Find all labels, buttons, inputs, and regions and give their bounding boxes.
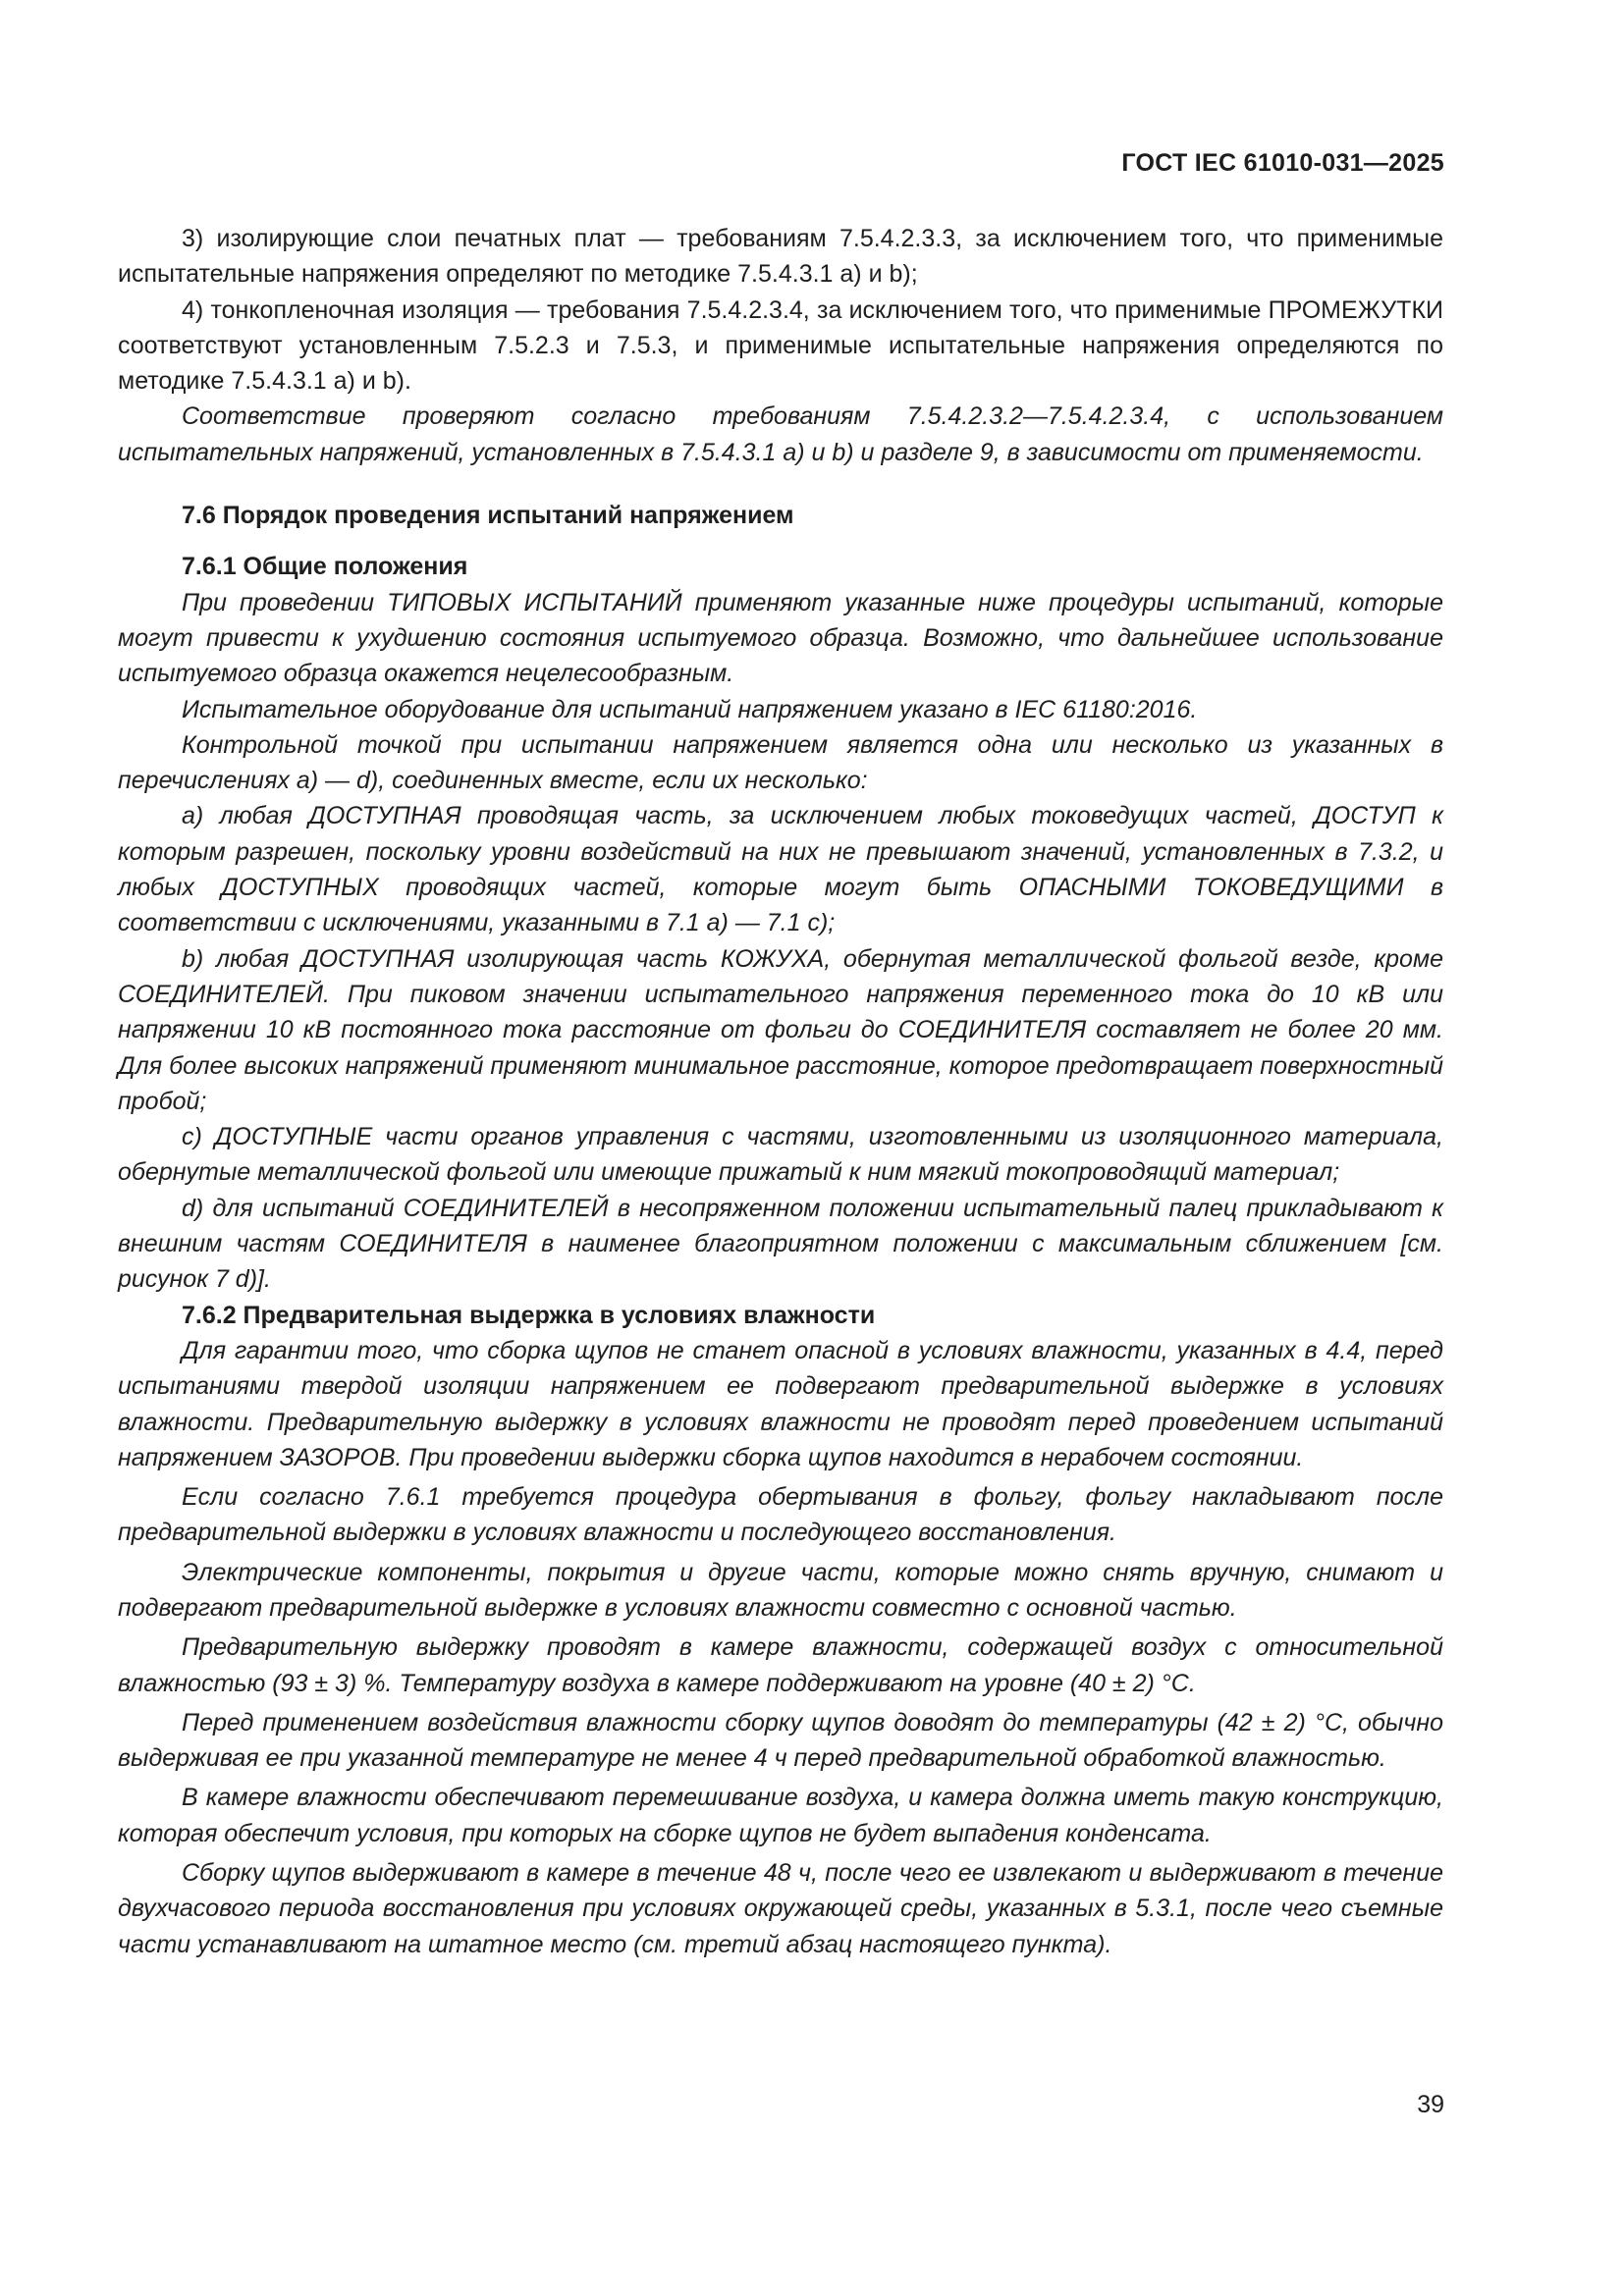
- list-item-a: а) любая ДОСТУПНАЯ проводящая часть, за исключением любых токоведущих частей, ДОСТУП к которым разрешен, поскольку уровни воздействий на них не превышают значений, установленных в 7.3.2, и любых ДОСТУПНЫХ проводящих частей, которые могут быть ОПАСНЫМИ ТОКОВЕДУЩИМИ в соответствии с исключениями, указанными в 7.1 а) — 7.1 с);: [118, 802, 1443, 937]
- section-heading-7-6: 7.6 Порядок проведения испытаний напряжением: [182, 502, 794, 530]
- paragraph: При проведении ТИПОВЫХ ИСПЫТАНИЙ применяют указанные ниже процедуры испытаний, которые могут привести к ухудшению состояния испытуемого образца. Возможно, что дальнейшее использование испытуемого образца окажется нецелесообразным.: [118, 588, 1443, 688]
- paragraph: В камере влажности обеспечивают перемешивание воздуха, и камера должна иметь такую конструкцию, которая обеспечит условия, при которых на сборке щупов не будет выпадения конденсата.: [118, 1784, 1443, 1847]
- paragraph: Предварительную выдержку проводят в камере влажности, содержащей воздух с относительной влажностью (93 ± 3) %. Температуру воздуха в камере поддерживают на уровне (40 ± 2) °С.: [118, 1633, 1443, 1697]
- page-number: 39: [1417, 2091, 1444, 2118]
- page-content: [118, 221, 1443, 1962]
- section-heading-7-6-1: 7.6.1 Общие положения: [182, 553, 468, 581]
- paragraph: Сборку щупов выдерживают в камере в течение 48 ч, после чего ее извлекают и выдерживают в течение двухчасового периода восстановления при условиях окружающей среды, указанных в 5.3.1, после чего съемные части устанавливают на штатное место (см. третий абзац настоящего пункта).: [118, 1859, 1443, 1958]
- paragraph: Перед применением воздействия влажности сборку щупов доводят до температуры (42 ± 2) °С, обычно выдерживая ее при указанной температуре не менее 4 ч перед предварительной обработкой влажностью.: [118, 1708, 1443, 1773]
- paragraph: Электрические компоненты, покрытия и другие части, которые можно снять вручную, снимают и подвергают предварительной выдержке в условиях влажности совместно с основной частью.: [118, 1558, 1443, 1622]
- paragraph: Для гарантии того, что сборка щупов не станет опасной в условиях влажности, указанных в 4.4, перед испытаниями твердой изоляции напряжением ее подвергают предварительной выдержке в условиях влажности. Предварительную выдержку в условиях влажности не проводят перед проведением испытаний напряжением ЗАЗОРОВ. При проведении выдержки сборка щупов находится в нерабочем состоянии.: [118, 1336, 1443, 1471]
- paragraph: 3) изолирующие слои печатных плат — требованиям 7.5.4.2.3.3, за исключением того, что применимые испытательные напряжения определяют по методике 7.5.4.3.1 а) и b);: [118, 225, 1443, 289]
- list-item-d: d) для испытаний СОЕДИНИТЕЛЕЙ в несопряженном положении испытательный палец прикладывают к внешним частям СОЕДИНИТЕЛЯ в наименее благоприятном положении с максимальным сближением [см. рисунок 7 d)].: [118, 1194, 1443, 1294]
- paragraph: Испытательное оборудование для испытаний напряжением указано в IEC 61180:2016.: [182, 695, 1198, 723]
- paragraph: Если согласно 7.6.1 требуется процедура обертывания в фольгу, фольгу накладывают после предварительной выдержки в условиях влажности и последующего восстановления.: [118, 1483, 1443, 1547]
- list-item-c: с) ДОСТУПНЫЕ части органов управления с частями, изготовленными из изоляционного материала, обернутые металлической фольгой или имеющие прижатый к ним мягкий токопроводящий материал;: [118, 1123, 1443, 1187]
- paragraph: 4) тонкопленочная изоляция — требования 7.5.4.2.3.4, за исключением того, что применимые ПРОМЕЖУТКИ соответствуют установленным 7.5.2.3 и 7.5.3, и применимые испытательные напряжения определяются по методике 7.5.4.3.1 а) и b).: [118, 295, 1443, 396]
- document-header: ГОСТ IEC 61010-031—2025: [1121, 149, 1444, 177]
- list-item-b: b) любая ДОСТУПНАЯ изолирующая часть КОЖУХА, обернутая металлической фольгой везде, кроме СОЕДИНИТЕЛЕЙ. При пиковом значении испытательного напряжения переменного тока до 10 кВ или напряжении 10 кВ постоянного тока расстояние от фольги до СОЕДИНИТЕЛЯ составляет не более 20 мм. Для более высоких напряжений применяют минимальное расстояние, которое предотвращает поверхностный пробой;: [118, 944, 1443, 1115]
- paragraph: Контрольной точкой при испытании напряжением является одна или несколько из указанных в перечислениях а) — d), соединенных вместе, если их несколько:: [118, 730, 1443, 795]
- section-heading-7-6-2: 7.6.2 Предварительная выдержка в условиях влажности: [182, 1301, 876, 1329]
- paragraph-compliance: Соответствие проверяют согласно требованиям 7.5.4.2.3.2—7.5.4.2.3.4, с использованием испытательных напряжений, установленных в 7.5.4.3.1 а) и b) и разделе 9, в зависимости от применяемости.: [118, 402, 1443, 466]
